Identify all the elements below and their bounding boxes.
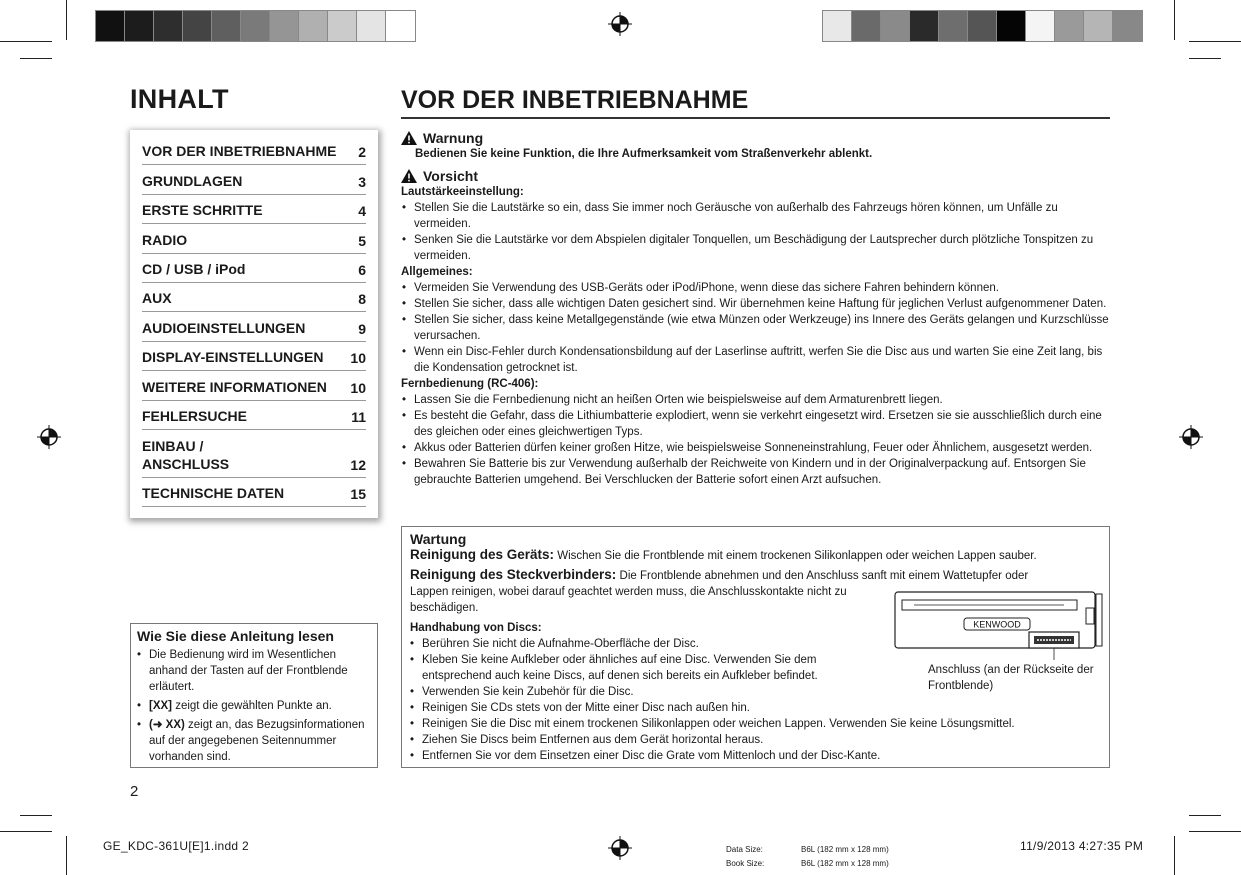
device-brand: KENWOOD — [973, 619, 1021, 630]
registration-mark-icon — [608, 836, 632, 860]
clean-connector-paragraph — [410, 567, 1101, 584]
crop-mark — [20, 58, 52, 59]
color-swatch — [1084, 11, 1113, 41]
crop-mark — [66, 836, 67, 875]
toc-item-label: RADIO — [142, 231, 188, 248]
faceplate-illustration — [894, 590, 1104, 660]
toc-item-page: 10 — [350, 350, 366, 367]
toc-item-label: GRUNDLAGEN — [142, 172, 243, 189]
color-swatch — [881, 11, 910, 41]
color-swatch — [357, 11, 386, 41]
warning-triangle-icon — [401, 169, 417, 183]
color-calibration-bar-right — [822, 10, 1143, 42]
warning-heading — [401, 130, 1113, 146]
registration-mark-icon — [1179, 425, 1203, 449]
color-swatch — [96, 11, 125, 41]
toc-item-page: 4 — [358, 203, 366, 220]
warning-text: Bedienen Sie keine Funktion, die Ihre Aufmerksamkeit vom Straßenverkehr ablenkt. — [415, 148, 873, 160]
crop-mark — [0, 41, 52, 42]
crop-mark — [1189, 58, 1221, 59]
crop-mark — [1189, 815, 1221, 816]
volume-heading: Lautstärkeeinstellung: — [401, 186, 524, 198]
guide-item-text: zeigt die gewählten Punkte an. — [172, 700, 332, 712]
caution-heading — [401, 168, 1113, 184]
color-swatch — [125, 11, 154, 41]
general-item: • Stellen Sie sicher, dass keine Metallgegenstände (wie etwa Münzen oder Werkzeuge) ins Innere des Geräts gelangen und Kurzschlüsse verursachen. — [401, 312, 1113, 344]
toc-item-label: AUDIOEINSTELLUNGEN — [142, 319, 306, 336]
toc-item-label: VOR DER INBETRIEBNAHME — [142, 143, 337, 160]
toc-item[interactable] — [142, 478, 366, 507]
guide-item-key: [XX] — [149, 700, 172, 712]
crop-mark — [66, 0, 67, 40]
color-swatch — [299, 11, 328, 41]
toc-item-label — [142, 437, 229, 473]
guide-item-key: (➜ XX) — [149, 719, 185, 731]
color-swatch — [968, 11, 997, 41]
toc-item-page: 12 — [350, 456, 366, 473]
color-swatch — [823, 11, 852, 41]
color-swatch — [1055, 11, 1084, 41]
clean-connector-label: Reinigung des Steckverbinders: — [410, 567, 617, 582]
footer-meta — [726, 843, 889, 871]
color-swatch — [910, 11, 939, 41]
caution-title: Vorsicht — [423, 168, 478, 184]
toc-item-page: 15 — [350, 486, 366, 503]
disc-item: • Berühren Sie nicht die Aufnahme-Oberfläche der Disc. — [410, 636, 1101, 652]
general-item: • Wenn ein Disc-Fehler durch Kondensationsbildung auf der Laserlinse auftritt, werfen Sie die Disc aus und warten Sie eine Zeit lang, bis die Kondensation getrocknet ist. — [401, 344, 1113, 376]
toc-item-label: FEHLERSUCHE — [142, 407, 248, 424]
remote-item: • Bewahren Sie Batterie bis zur Verwendung außerhalb der Reichweite von Kindern und in der Originalverpackung auf. Entsorgen Sie gebrauchte Batterien umgehend. Bei Verschlucken der Batterie sofort einen Arzt aufsuchen. — [401, 456, 1113, 488]
disc-item: • Verwenden Sie kein Zubehör für die Disc. — [410, 684, 1101, 700]
toc-item[interactable] — [142, 283, 366, 312]
warning-title: Warnung — [423, 130, 484, 146]
data-size-value: B6L (182 mm x 128 mm) — [801, 845, 889, 854]
toc-item-page: 9 — [358, 320, 366, 337]
book-size-value: B6L (182 mm x 128 mm) — [801, 859, 889, 868]
toc-item[interactable] — [142, 195, 366, 224]
crop-mark — [1174, 0, 1175, 40]
volume-item: • Stellen Sie die Lautstärke so ein, dass Sie immer noch Geräusche von außerhalb des Fahrzeugs hören können, um Unfälle zu vermeiden. — [401, 200, 1113, 232]
color-swatch — [328, 11, 357, 41]
color-swatch — [852, 11, 881, 41]
remote-item: • Es besteht die Gefahr, dass die Lithiumbatterie explodiert, wenn sie verkehrt eingesetzt wird. Ersetzen sie sie ausschließlich durch eine des gleichen oder eines gleichwertigen Typs. — [401, 408, 1113, 440]
data-size-label: Data Size: — [726, 845, 763, 854]
book-size-label: Book Size: — [726, 859, 765, 868]
guide-item — [137, 698, 371, 714]
toc-item[interactable] — [142, 165, 366, 194]
color-swatch — [1026, 11, 1055, 41]
clean-device-text: Wischen Sie die Frontblende mit einem trockenen Silikonlappen oder weichen Lappen sauber. — [554, 550, 1037, 562]
crop-mark — [0, 831, 52, 832]
crop-mark — [20, 815, 52, 816]
footer-timestamp: 11/9/2013 4:27:35 PM — [1020, 839, 1144, 853]
guide-item: • Die Bedienung wird im Wesentlichen anhand der Tasten auf der Frontblende erläutert. — [137, 647, 371, 695]
remote-item: • Akkus oder Batterien dürfen keiner großen Hitze, wie beispielsweise Sonneneinstrahlung, Feuer oder Ähnlichem, ausgesetzt werden. — [401, 440, 1113, 456]
toc-item-label: TECHNISCHE DATEN — [142, 485, 285, 502]
color-swatch — [154, 11, 183, 41]
toc-item-label-line: ANSCHLUSS — [142, 455, 230, 472]
toc-item[interactable] — [142, 224, 366, 253]
toc-item-label: ERSTE SCHRITTE — [142, 202, 263, 219]
disc-item: • Entfernen Sie vor dem Einsetzen einer Disc die Grate vom Mittenloch und der Disc-Kante. — [410, 748, 1101, 764]
disc-item: • Ziehen Sie Discs beim Entfernen aus dem Gerät horizontal heraus. — [410, 732, 1101, 748]
toc-item-page: 5 — [358, 232, 366, 249]
general-item: • Vermeiden Sie Verwendung des USB-Geräts oder iPod/iPhone, wenn diese das sichere Fahren behindern können. — [401, 280, 1113, 296]
toc-item[interactable] — [142, 430, 366, 478]
crop-mark — [1189, 831, 1241, 832]
toc-item-label: WEITERE INFORMATIONEN — [142, 378, 327, 395]
toc-item-page: 6 — [358, 261, 366, 278]
registration-mark-icon — [608, 12, 632, 36]
disc-heading: Handhabung von Discs: — [410, 622, 542, 634]
toc-item-page: 10 — [350, 379, 366, 396]
crop-mark — [1174, 836, 1175, 875]
color-swatch — [270, 11, 299, 41]
toc-item-label-line: EINBAU / — [142, 437, 204, 454]
warning-triangle-icon — [401, 131, 417, 145]
toc-item[interactable] — [142, 254, 366, 283]
footer-filename: GE_KDC-361U[E]1.indd 2 — [103, 839, 250, 853]
maintenance-title: Wartung — [410, 531, 467, 547]
color-swatch — [386, 11, 415, 41]
toc-item-page: 3 — [358, 173, 366, 190]
toc-item-label: CD / USB / iPod — [142, 260, 246, 277]
toc-item[interactable] — [142, 342, 366, 371]
general-heading: Allgemeines: — [401, 266, 473, 278]
disc-item: • Reinigen Sie CDs stets von der Mitte einer Disc nach außen hin. — [410, 700, 1101, 716]
remote-heading: Fernbedienung (RC-406): — [401, 378, 539, 390]
title-divider — [401, 117, 1110, 119]
clean-connector-text-cont: Lappen reinigen, wobei darauf geachtet werden muss, die Anschlusskontakte nicht zu beschädigen. — [410, 586, 847, 614]
volume-item: • Senken Sie die Lautstärke vor dem Abspielen digitaler Tonquellen, um Beschädigung der Lautsprecher durch plötzliche Tonspitzen zu vermeiden. — [401, 232, 1113, 264]
toc-item[interactable] — [142, 312, 366, 341]
clean-connector-text: Die Frontblende abnehmen und den Anschluss sanft mit einem Wattetupfer oder — [616, 570, 1029, 582]
disc-item: • Reinigen Sie die Disc mit einem trockenen Silikonlappen oder weichen Lappen. Verwenden Sie keine Lösungsmittel. — [410, 716, 1101, 732]
clean-device-paragraph — [410, 547, 1101, 564]
guide-item-text: zeigt an, das Bezugsinformationen auf der angegebenen Seitennummer vorhanden sind. — [149, 719, 365, 763]
color-swatch — [997, 11, 1026, 41]
toc-item-page: 8 — [358, 291, 366, 308]
how-to-read-box — [130, 623, 378, 768]
color-swatch — [1113, 11, 1142, 41]
general-item: • Stellen Sie sicher, dass alle wichtigen Daten gesichert sind. Wir übernehmen keine Haftung für jeglichen Verlust aufgenommener Daten. — [401, 296, 1113, 312]
toc-title: INHALT — [130, 84, 229, 114]
clean-device-label: Reinigung des Geräts: — [410, 547, 555, 562]
toc-item[interactable] — [142, 371, 366, 400]
color-calibration-bar-left — [95, 10, 416, 42]
page-number: 2 — [130, 783, 139, 800]
color-swatch — [212, 11, 241, 41]
registration-mark-icon — [37, 425, 61, 449]
toc-item-page: 11 — [351, 408, 366, 425]
disc-item: • Kleben Sie keine Aufkleber oder ähnliches auf eine Disc. Verwenden Sie dem entsprechend auch keine Discs, auf denen sich bereits ein Aufkleber befindet. — [410, 652, 880, 684]
main-content — [401, 130, 1113, 488]
toc-item-label: DISPLAY-EINSTELLUNGEN — [142, 349, 324, 366]
color-swatch — [241, 11, 270, 41]
guide-title: Wie Sie diese Anleitung lesen — [137, 628, 334, 644]
remote-item: • Lassen Sie die Fernbedienung nicht an heißen Orten wie beispielsweise auf dem Armaturenbrett liegen. — [401, 392, 1113, 408]
crop-mark — [1189, 41, 1241, 42]
section-title: VOR DER INBETRIEBNAHME — [401, 86, 749, 114]
color-swatch — [939, 11, 968, 41]
toc-item-label: AUX — [142, 290, 172, 307]
color-swatch — [183, 11, 212, 41]
toc-item-page: 2 — [358, 144, 366, 161]
guide-item — [137, 717, 371, 765]
toc-item[interactable] — [142, 401, 366, 430]
connector-caption: Anschluss (an der Rückseite der Frontblende) — [928, 664, 1094, 692]
toc-box — [130, 130, 378, 518]
toc-item[interactable] — [142, 136, 366, 165]
